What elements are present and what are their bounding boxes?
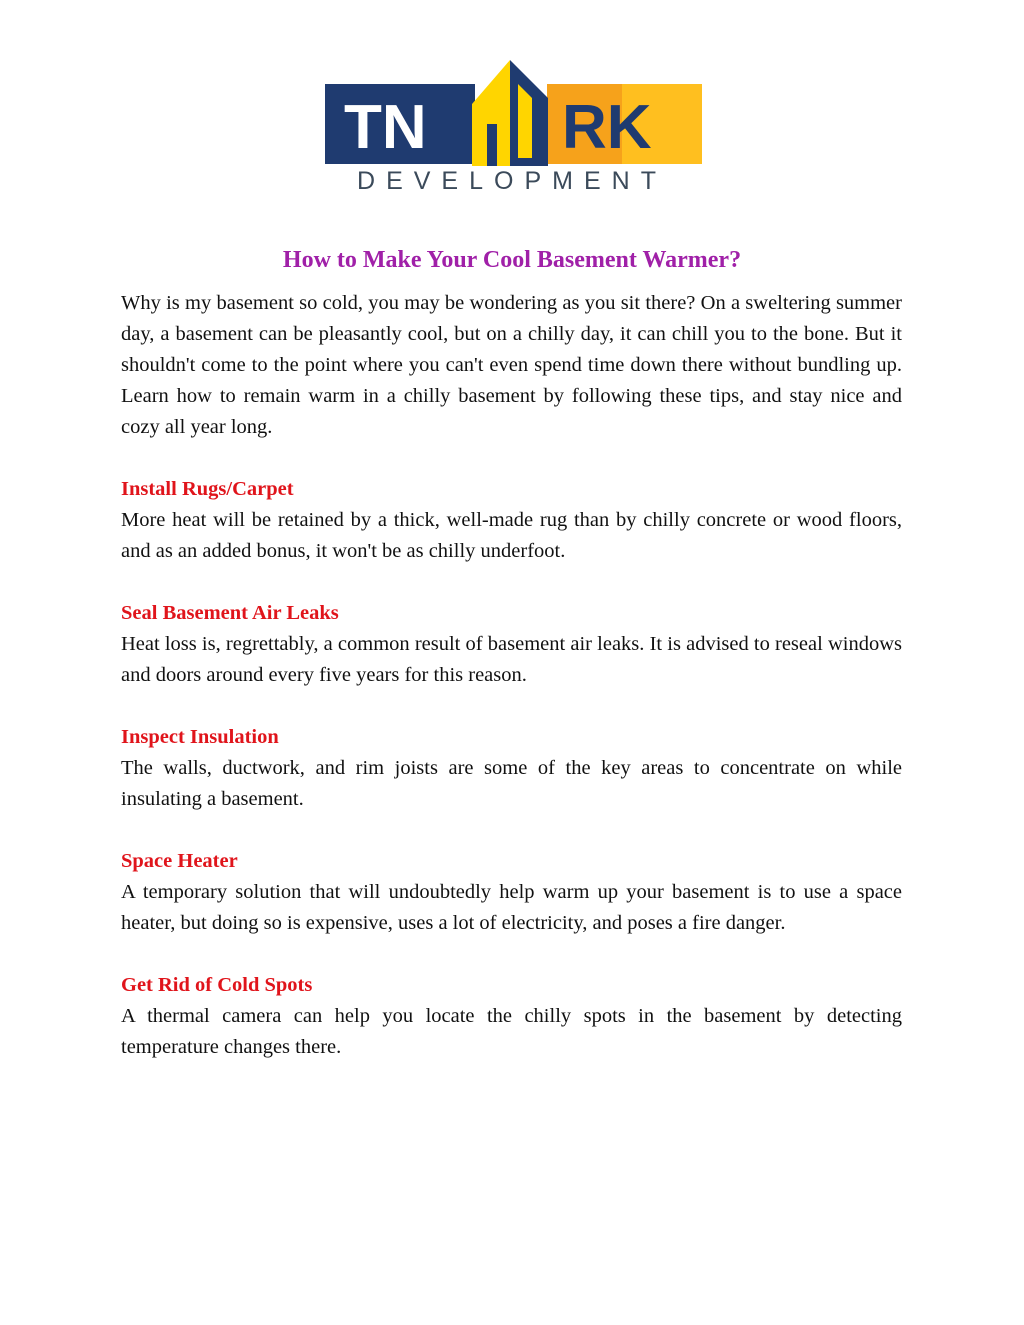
document-title: How to Make Your Cool Basement Warmer? — [282, 247, 742, 273]
section-inspect-insulation — [121, 722, 902, 815]
section-body: The walls, ductwork, and rim joists are some of the key areas to concentrate on while insulating a basement. — [121, 757, 902, 810]
logo-graphic — [322, 58, 702, 193]
section-body: A thermal camera can help you locate the chilly spots in the basement by detecting temperature changes there. — [121, 1005, 902, 1058]
logo-building-door — [487, 124, 497, 166]
section-body: A temporary solution that will undoubtedly help warm up your basement is to use a space heater, but doing so is expensive, uses a lot of electricity, and poses a fire danger. — [121, 881, 902, 934]
section-body: Heat loss is, regrettably, a common result of basement air leaks. It is advised to reseal windows and doors around every five years for this reason. — [121, 633, 902, 686]
section-heading: Space Heater — [121, 850, 238, 872]
document-body — [121, 288, 902, 1063]
company-logo — [322, 58, 702, 193]
intro-paragraph: Why is my basement so cold, you may be wondering as you sit there? On a sweltering summer day, a basement can be pleasantly cool, but on a chilly day, it can chill you to the bone. But it shouldn't come to the point where you can't even spend time down there without bundling up. Learn how to remain warm in a chilly basement by following these tips, and stay nice and cozy all year long. — [121, 292, 902, 438]
logo-brand-right: RK — [562, 93, 652, 162]
section-heading: Install Rugs/Carpet — [121, 478, 294, 500]
section-space-heater — [121, 846, 902, 939]
section-heading: Seal Basement Air Leaks — [121, 602, 339, 624]
section-body: More heat will be retained by a thick, well-made rug than by chilly concrete or wood floors, and as an added bonus, it won't be as chilly underfoot. — [121, 509, 902, 562]
logo-brand-left: TN — [344, 93, 427, 162]
section-cold-spots — [121, 970, 902, 1063]
section-seal-air-leaks — [121, 598, 902, 691]
logo-brand-sub: DEVELOPMENT — [357, 167, 667, 193]
section-heading: Inspect Insulation — [121, 726, 279, 748]
section-heading: Get Rid of Cold Spots — [121, 974, 313, 996]
section-install-rugs — [121, 474, 902, 567]
